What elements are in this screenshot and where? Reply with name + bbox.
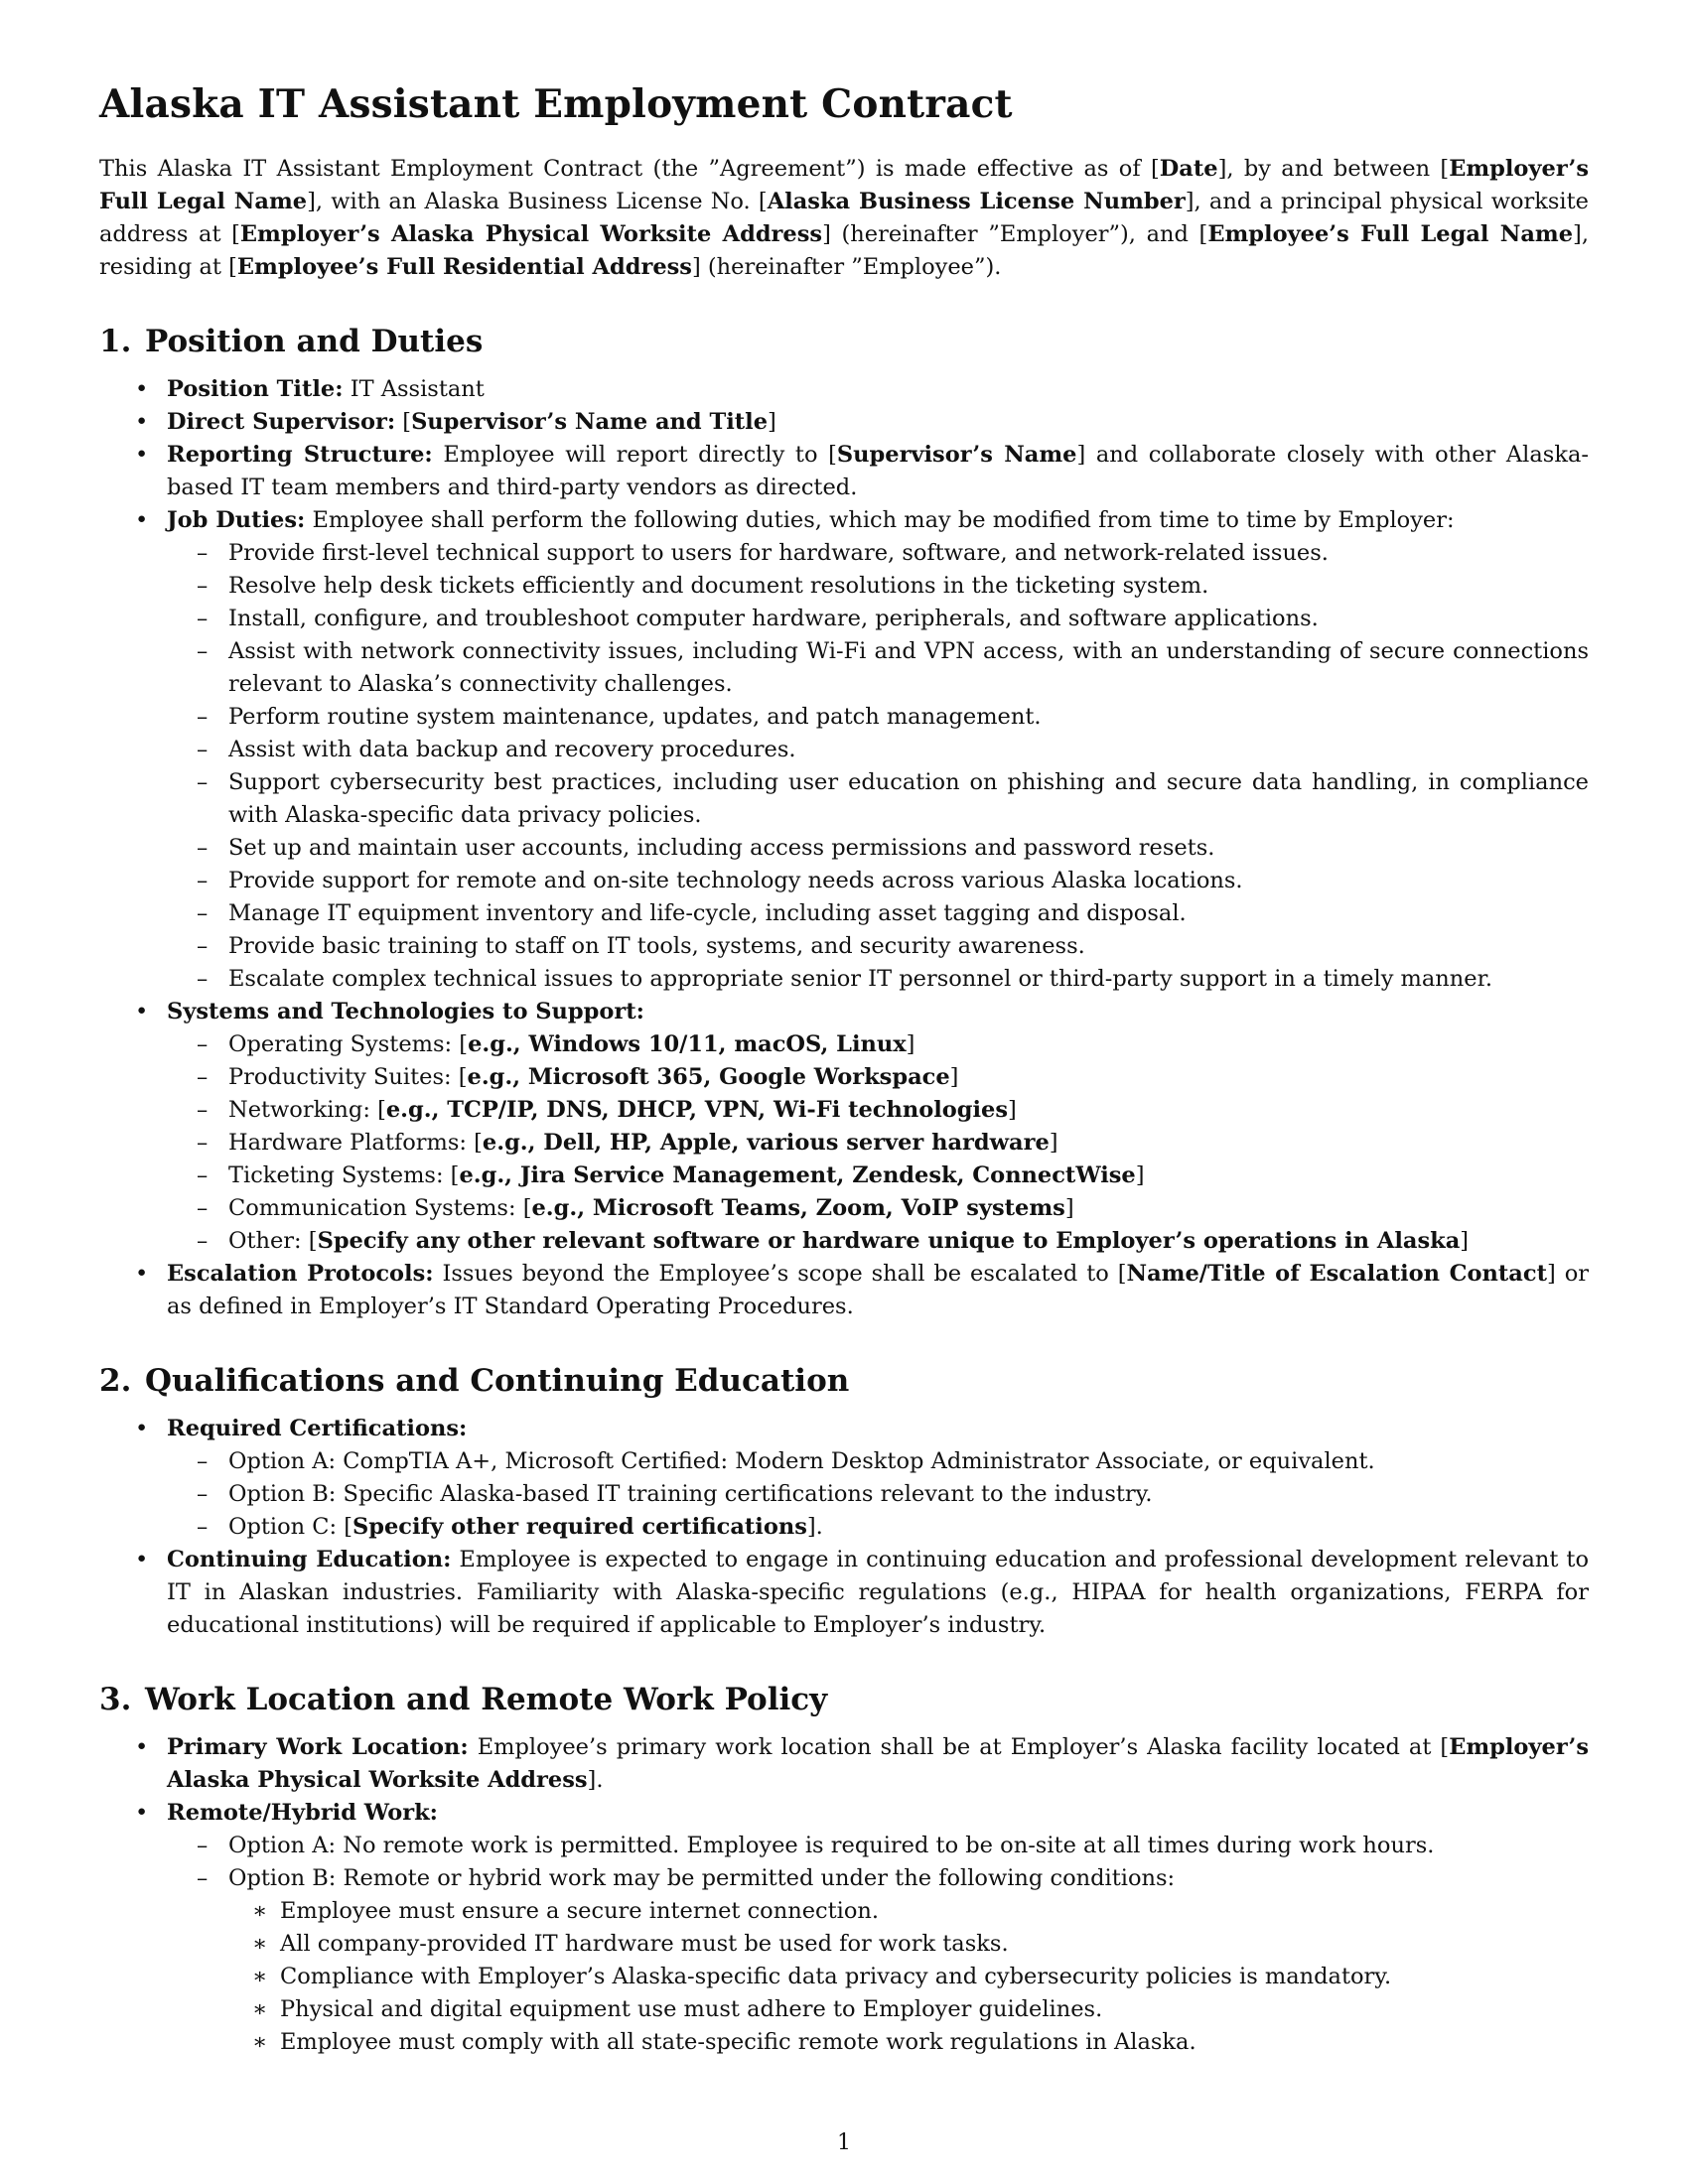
list-item: – Set up and maintain user accounts, including access permissions and password resets. (167, 832, 1589, 865)
list-item: – Manage IT equipment inventory and life-cycle, including asset tagging and disposal. (167, 897, 1589, 930)
systems-list (167, 1028, 1589, 1258)
section-2-heading: 2. Qualifications and Continuing Education (99, 1363, 850, 1399)
list-item: – Option A: CompTIA A+, Microsoft Certified: Modern Desktop Administrator Associate, or equivalent. (167, 1445, 1589, 1478)
list-item: – Assist with data backup and recovery procedures. (167, 734, 1589, 766)
intro-paragraph: This Alaska IT Assistant Employment Contract (the ”Agreement”) is made effective as of [Date], by and between [Employer’s Full Legal Name], with an Alaska Business License No. [Alaska Business License Number], and a principal physical worksite address at [Employer’s Alaska Physical Worksite Address] (hereinafter ”Employer”), and [Employee’s Full Legal Name], residing at [Employee’s Full Residential Address] (hereinafter ”Employee”). (99, 156, 1589, 280)
list-item: – Communication Systems: [e.g., Microsoft Teams, Zoom, VoIP systems] (167, 1192, 1589, 1225)
document-page (99, 79, 1589, 2097)
list-item: ∗ Physical and digital equipment use must adhere to Employer guidelines. (228, 1993, 1589, 2026)
escalation-item: • Escalation Protocols: Issues beyond the Employee’s scope shall be escalated to [Name/Title of Escalation Contact] or as defined in Employer’s IT Standard Operating Procedures. (99, 1258, 1589, 1323)
remote-work-item: • Remote/Hybrid Work: – Option A: No remote work is permitted. Employee is required to be on-site at all times during work hours. – Option B: Remote or hybrid work may be permitted under the following conditions: ∗ Employee must ensure a secure internet connection. ∗ All company-provided IT hardware must be used for work tasks. ∗ Compliance with Employer’s Alaska-specific data privacy and cybersecurity policies is mandatory. ∗ Physical and digital equipment use must adhere to Employer guidelines. ∗ Employee must comply with all state-specific remote work regulations in Alaska. (99, 1797, 1589, 2059)
job-duties-list (167, 537, 1589, 996)
list-item: – Ticketing Systems: [e.g., Jira Service Management, Zendesk, ConnectWise] (167, 1160, 1589, 1192)
section-3-list (99, 1731, 1589, 2059)
list-item: – Option B: Specific Alaska-based IT training certifications relevant to the industry. (167, 1478, 1589, 1511)
list-item: ∗ Compliance with Employer’s Alaska-specific data privacy and cybersecurity policies is mandatory. (228, 1961, 1589, 1993)
placeholder-employee-name: Employee’s Full Legal Name (1207, 221, 1574, 247)
job-duties-item: • Job Duties: Employee shall perform the following duties, which may be modified from time to time by Employer: – Provide first-level technical support to users for hardware, software, and network-related issues. – Resolve help desk tickets efficiently and document resolutions in the ticketing system. – Install, configure, and troubleshoot computer hardware, peripherals, and software applications. – Assist with network connectivity issues, including Wi-Fi and VPN access, with an understanding of secure connections relevant to Alaska’s connectivity challenges. – Perform routine system maintenance, updates, and patch management. – Assist with data backup and recovery procedures. – Support cybersecurity best practices, including user education on phishing and secure data handling, in compliance with Alaska-specific data privacy policies. – Set up and maintain user accounts, including access permissions and password resets. – Provide support for remote and on-site technology needs across various Alaska locations. – Manage IT equipment inventory and life-cycle, including asset tagging and disposal. – Provide basic training to staff on IT tools, systems, and security awareness. – Escalate complex technical issues to appropriate senior IT personnel or third-party support in a timely manner. (99, 504, 1589, 996)
placeholder-worksite: Employer’s Alaska Physical Worksite Address (239, 221, 823, 247)
list-item: ∗ All company-provided IT hardware must be used for work tasks. (228, 1928, 1589, 1961)
placeholder-employee-address: Employee’s Full Residential Address (236, 254, 692, 280)
list-item: – Option A: No remote work is permitted. Employee is required to be on-site at all times during work hours. (167, 1830, 1589, 1862)
document-title: Alaska IT Assistant Employment Contract (99, 81, 1013, 127)
list-item: – Perform routine system maintenance, updates, and patch management. (167, 701, 1589, 734)
placeholder-date: Date (1159, 156, 1218, 182)
remote-conditions-list (228, 1895, 1589, 2059)
page-number: 1 (837, 2130, 851, 2155)
list-item: – Support cybersecurity best practices, including user education on phishing and secure data handling, in compliance with Alaska-specific data privacy policies. (167, 766, 1589, 832)
list-item: – Provide first-level technical support to users for hardware, software, and network-related issues. (167, 537, 1589, 570)
list-item: – Productivity Suites: [e.g., Microsoft 365, Google Workspace] (167, 1061, 1589, 1094)
certifications-list (167, 1445, 1589, 1544)
certifications-item: • Required Certifications: – Option A: CompTIA A+, Microsoft Certified: Modern Desktop Administrator Associate, or equivalent. – Option B: Specific Alaska-based IT training certifications relevant to the industry. – Option C: [Specify other required certifications]. (99, 1413, 1589, 1544)
reporting-structure-item: • Reporting Structure: Employee will report directly to [Supervisor’s Name] and collaborate closely with other Alaska-based IT team members and third-party vendors as directed. (99, 439, 1589, 504)
list-item: – Assist with network connectivity issues, including Wi-Fi and VPN access, with an understanding of secure connections relevant to Alaska’s connectivity challenges. (167, 635, 1589, 701)
list-item: – Option C: [Specify other required certifications]. (167, 1511, 1589, 1544)
list-item: ∗ Employee must ensure a secure internet connection. (228, 1895, 1589, 1928)
list-item: – Resolve help desk tickets efficiently and document resolutions in the ticketing system. (167, 570, 1589, 603)
list-item: ∗ Employee must comply with all state-specific remote work regulations in Alaska. (228, 2026, 1589, 2059)
direct-supervisor-item: • Direct Supervisor: [Supervisor’s Name and Title] (99, 406, 1589, 439)
section-1-heading: 1. Position and Duties (99, 324, 484, 359)
list-item: – Provide support for remote and on-site technology needs across various Alaska locations. (167, 865, 1589, 897)
list-item: – Provide basic training to staff on IT tools, systems, and security awareness. (167, 930, 1589, 963)
section-2-list (99, 1413, 1589, 1642)
continuing-education-item: • Continuing Education: Employee is expected to engage in continuing education and professional development relevant to IT in Alaskan industries. Familiarity with Alaska-specific regulations (e.g., HIPAA for health organizations, FERPA for educational institutions) will be required if applicable to Employer’s industry. (99, 1544, 1589, 1642)
list-item: – Operating Systems: [e.g., Windows 10/11, macOS, Linux] (167, 1028, 1589, 1061)
position-title-item: • Position Title: IT Assistant (99, 373, 1589, 406)
primary-work-location-item: • Primary Work Location: Employee’s primary work location shall be at Employer’s Alaska facility located at [Employer’s Alaska Physical Worksite Address]. (99, 1731, 1589, 1797)
section-3-heading: 3. Work Location and Remote Work Policy (99, 1682, 828, 1717)
list-item: – Escalate complex technical issues to appropriate senior IT personnel or third-party support in a timely manner. (167, 963, 1589, 996)
list-item: – Networking: [e.g., TCP/IP, DNS, DHCP, VPN, Wi-Fi technologies] (167, 1094, 1589, 1127)
list-item: – Hardware Platforms: [e.g., Dell, HP, Apple, various server hardware] (167, 1127, 1589, 1160)
list-item: – Other: [Specify any other relevant software or hardware unique to Employer’s operations in Alaska] (167, 1225, 1589, 1258)
section-1-list (99, 373, 1589, 1323)
list-item: – Option B: Remote or hybrid work may be permitted under the following conditions: ∗ Employee must ensure a secure internet connection. ∗ All company-provided IT hardware must be used for work tasks. ∗ Compliance with Employer’s Alaska-specific data privacy and cybersecurity policies is mandatory. ∗ Physical and digital equipment use must adhere to Employer guidelines. ∗ Employee must comply with all state-specific remote work regulations in Alaska. (167, 1862, 1589, 2059)
placeholder-license: Alaska Business License Number (767, 189, 1186, 214)
list-item: – Install, configure, and troubleshoot computer hardware, peripherals, and software applications. (167, 603, 1589, 635)
placeholder-employer-name: Employer’s Full Legal Name (99, 156, 1589, 214)
systems-item: • Systems and Technologies to Support: – Operating Systems: [e.g., Windows 10/11, macOS, Linux] – Productivity Suites: [e.g., Microsoft 365, Google Workspace] – Networking: [e.g., TCP/IP, DNS, DHCP, VPN, Wi-Fi technologies] – Hardware Platforms: [e.g., Dell, HP, Apple, various server hardware] – Ticketing Systems: [e.g., Jira Service Management, Zendesk, ConnectWise] – Communication Systems: [e.g., Microsoft Teams, Zoom, VoIP systems] – Other: [Specify any other relevant software or hardware unique to Employer’s operations in Alaska] (99, 996, 1589, 1258)
remote-options-list (167, 1830, 1589, 2059)
